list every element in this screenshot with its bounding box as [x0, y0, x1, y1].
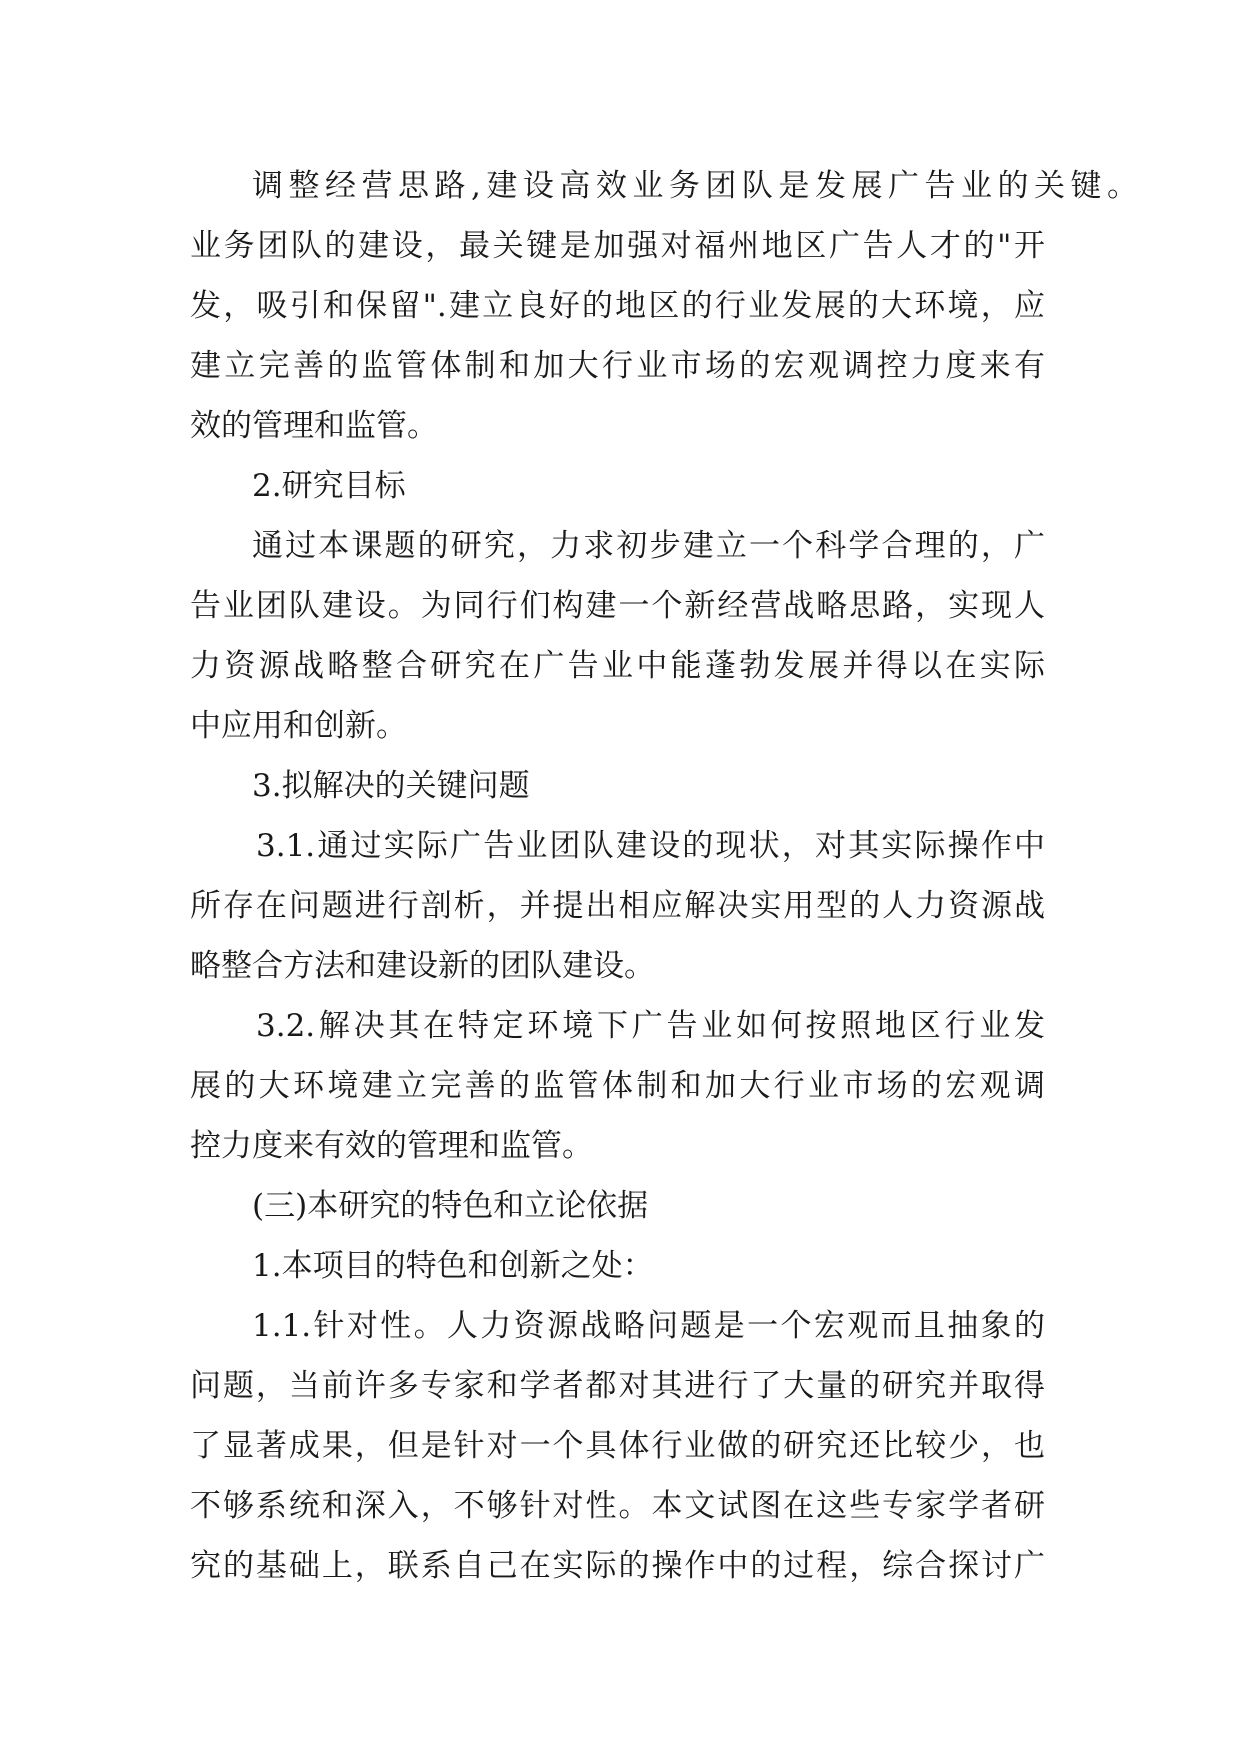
section-heading-features-basis: (三)本研究的特色和立论依据 [252, 1188, 649, 1224]
text-line-22: 了显著成果，但是针对一个具体行业做的研究还比较少，也 [190, 1428, 1045, 1464]
text-line-12: 3.1.通过实际广告业团队建设的现状，对其实际操作中 [256, 828, 1045, 864]
text-line-15: 3.2.解决其在特定环境下广告业如何按照地区行业发 [256, 1008, 1045, 1044]
section-heading-project-features: 1.本项目的特色和创新之处： [252, 1248, 654, 1284]
text-line-14: 略整合方法和建设新的团队建设。 [190, 948, 655, 984]
section-heading-research-goal: 2.研究目标 [252, 468, 406, 504]
text-line-1: 调整经营思路,建设高效业务团队是发展广告业的关键。 [252, 168, 1138, 204]
text-line-5: 效的管理和监管。 [190, 408, 438, 444]
section-heading-key-problems: 3.拟解决的关键问题 [252, 768, 530, 804]
text-line-7: 通过本课题的研究，力求初步建立一个科学合理的，广 [252, 528, 1045, 564]
text-line-17: 控力度来有效的管理和监管。 [190, 1128, 593, 1164]
text-line-23: 不够系统和深入，不够针对性。本文试图在这些专家学者研 [190, 1488, 1045, 1524]
text-line-9: 力资源战略整合研究在广告业中能蓬勃发展并得以在实际 [190, 648, 1045, 684]
text-line-10: 中应用和创新。 [190, 708, 407, 744]
text-line-24: 究的基础上，联系自己在实际的操作中的过程，综合探讨广 [190, 1548, 1045, 1584]
text-line-13: 所存在问题进行剖析，并提出相应解决实用型的人力资源战 [190, 888, 1045, 924]
text-line-16: 展的大环境建立完善的监管体制和加大行业市场的宏观调 [190, 1068, 1045, 1104]
text-line-4: 建立完善的监管体制和加大行业市场的宏观调控力度来有 [190, 348, 1045, 384]
text-line-20: 1.1.针对性。人力资源战略问题是一个宏观而且抽象的 [252, 1308, 1045, 1344]
text-line-21: 问题，当前许多专家和学者都对其进行了大量的研究并取得 [190, 1368, 1045, 1404]
text-line-8: 告业团队建设。为同行们构建一个新经营战略思路，实现人 [190, 588, 1045, 624]
text-line-2: 业务团队的建设，最关键是加强对福州地区广告人才的"开 [190, 228, 1045, 264]
text-line-3: 发，吸引和保留".建立良好的地区的行业发展的大环境，应 [190, 288, 1045, 324]
